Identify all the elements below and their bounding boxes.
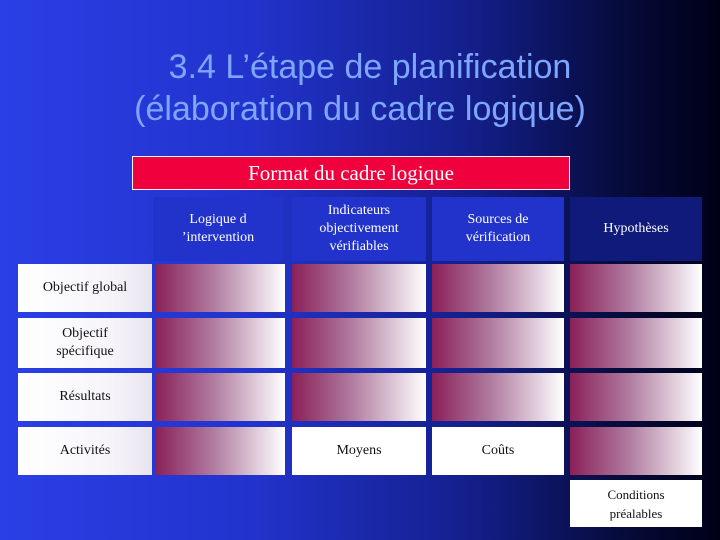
column-header-sources-text: Sources de vérification (465, 212, 531, 245)
column-header-logique-text: Logique d ’intervention (181, 212, 255, 245)
matrix-cell (155, 427, 285, 475)
matrix-cell (570, 318, 702, 368)
matrix-cell (432, 264, 564, 312)
matrix-cell (292, 373, 426, 421)
column-header-indicateurs-text: Indicateurs objectivement vérifiables (319, 203, 399, 254)
row-label-objectif-global-text: Objectif global (42, 280, 128, 295)
slide-title (0, 46, 720, 130)
matrix-cell (432, 373, 564, 421)
cell-moyens-text: Moyens (336, 443, 382, 458)
row-label-objectif-specifique (18, 318, 152, 368)
matrix-cell (432, 318, 564, 368)
matrix-cell (155, 373, 285, 421)
matrix-cell (155, 264, 285, 312)
row-label-activites-text: Activités (59, 443, 111, 458)
column-header-sources (432, 197, 564, 261)
cell-couts-text: Coûts (481, 443, 515, 458)
conditions-prealables-text: Conditions préalables (607, 486, 665, 521)
slide-title-line1: 3.4 L’étape de planification (168, 48, 572, 86)
row-label-resultats (18, 373, 152, 421)
row-label-objectif-global (18, 264, 152, 312)
matrix-cell (570, 427, 702, 475)
cell-couts (432, 427, 564, 475)
matrix-cell (570, 373, 702, 421)
column-header-logique (153, 197, 283, 261)
row-label-resultats-text: Résultats (59, 389, 111, 404)
cell-moyens (292, 427, 426, 475)
matrix-cell (155, 318, 285, 368)
row-label-activites (18, 427, 152, 475)
slide-title-line2: (élaboration du cadre logique) (134, 90, 586, 128)
matrix-cell (292, 318, 426, 368)
row-label-objectif-specifique-text: Objectif spécifique (56, 326, 114, 359)
conditions-prealables (570, 480, 702, 527)
column-header-indicateurs (292, 197, 426, 261)
column-header-hypotheses-text: Hypothèses (603, 221, 669, 236)
matrix-cell (292, 264, 426, 312)
column-header-hypotheses (570, 197, 702, 261)
matrix-cell (570, 264, 702, 312)
format-label: Format du cadre logique (132, 156, 570, 190)
